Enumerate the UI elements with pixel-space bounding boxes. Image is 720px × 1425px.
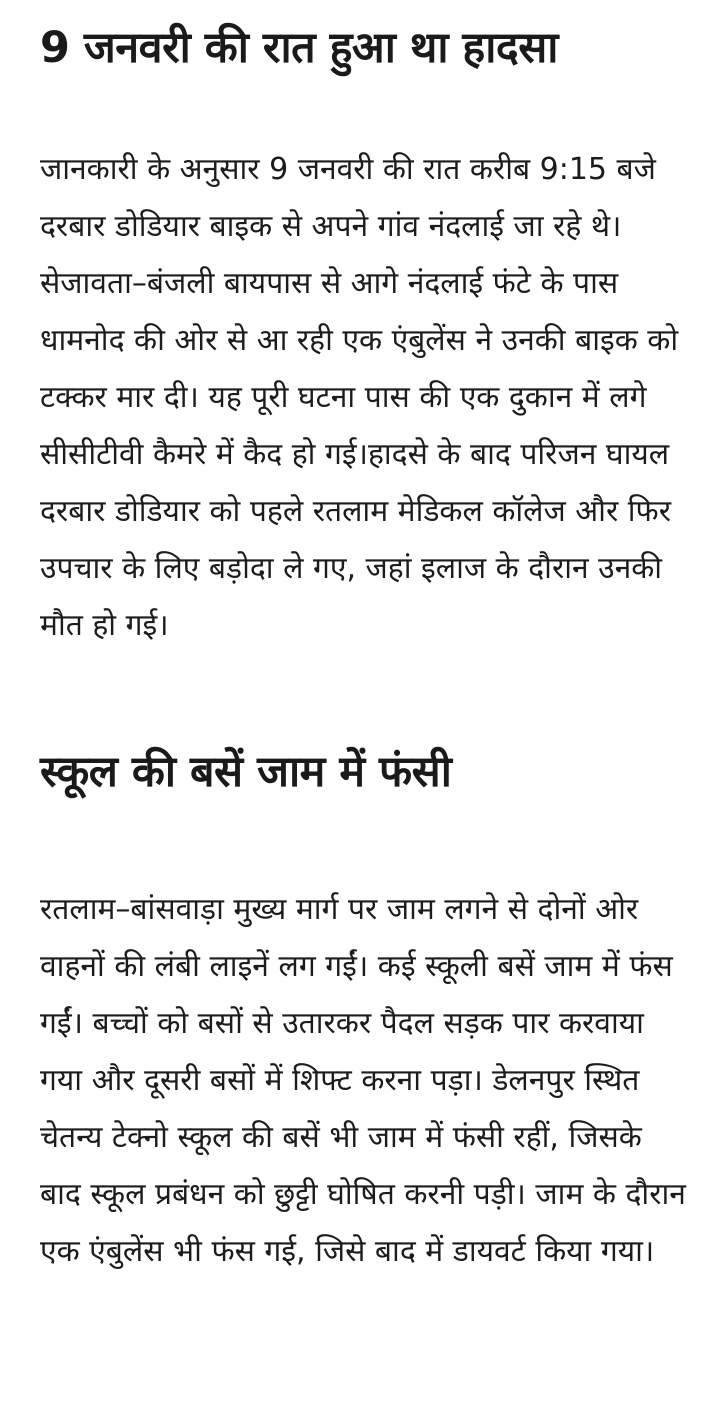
section-paragraph-accident: जानकारी के अनुसार 9 जनवरी की रात करीब 9:15 बजे दरबार डोडियार बाइक से अपने गांव नंदलाई जा रहे थे। सेजावता–बंजली बायपास से आगे नंदलाई फंटे के पास धामनोद की ओर से आ रही एक एंबुलेंस ने उनकी बाइक को टक्कर मार दी। यह पूरी घटना पास की एक दुकान में लगे सीसीटीवी कैमरे में कैद हो गई।हादसे के बाद परिजन घायल दरबार डोडियार को पहले रतलाम मेडिकल कॉलेज और फिर उपचार के लिए बड़ोदा ले गए, जहां इलाज के दौरान उनकी मौत हो गई। — [40, 152, 679, 643]
section-heading-school-buses: स्कूल की बसें जाम में फंसी — [40, 747, 452, 797]
section-heading-accident: 9 जनवरी की रात हुआ था हादसा — [40, 23, 558, 73]
section-paragraph-school-buses: रतलाम–बांसवाड़ा मुख्य मार्ग पर जाम लगने से दोनों ओर वाहनों की लंबी लाइनें लग गईं। कई स्कूली बसें जाम में फंस गईं। बच्चों को बसों से उतारकर पैदल सड़क पार करवाया गया और दूसरी बसों में शिफ्ट करना पड़ा। डेलनपुर स्थित चेतन्य टेक्नो स्कूल की बसें भी जाम में फंसी रहीं, जिसके बाद स्कूल प्रबंधन को छुट्टी घोषित करनी पड़ी। जाम के दौरान एक एंबुलेंस भी फंस गई, जिसे बाद में डायवर्ट किया गया। — [40, 892, 686, 1269]
